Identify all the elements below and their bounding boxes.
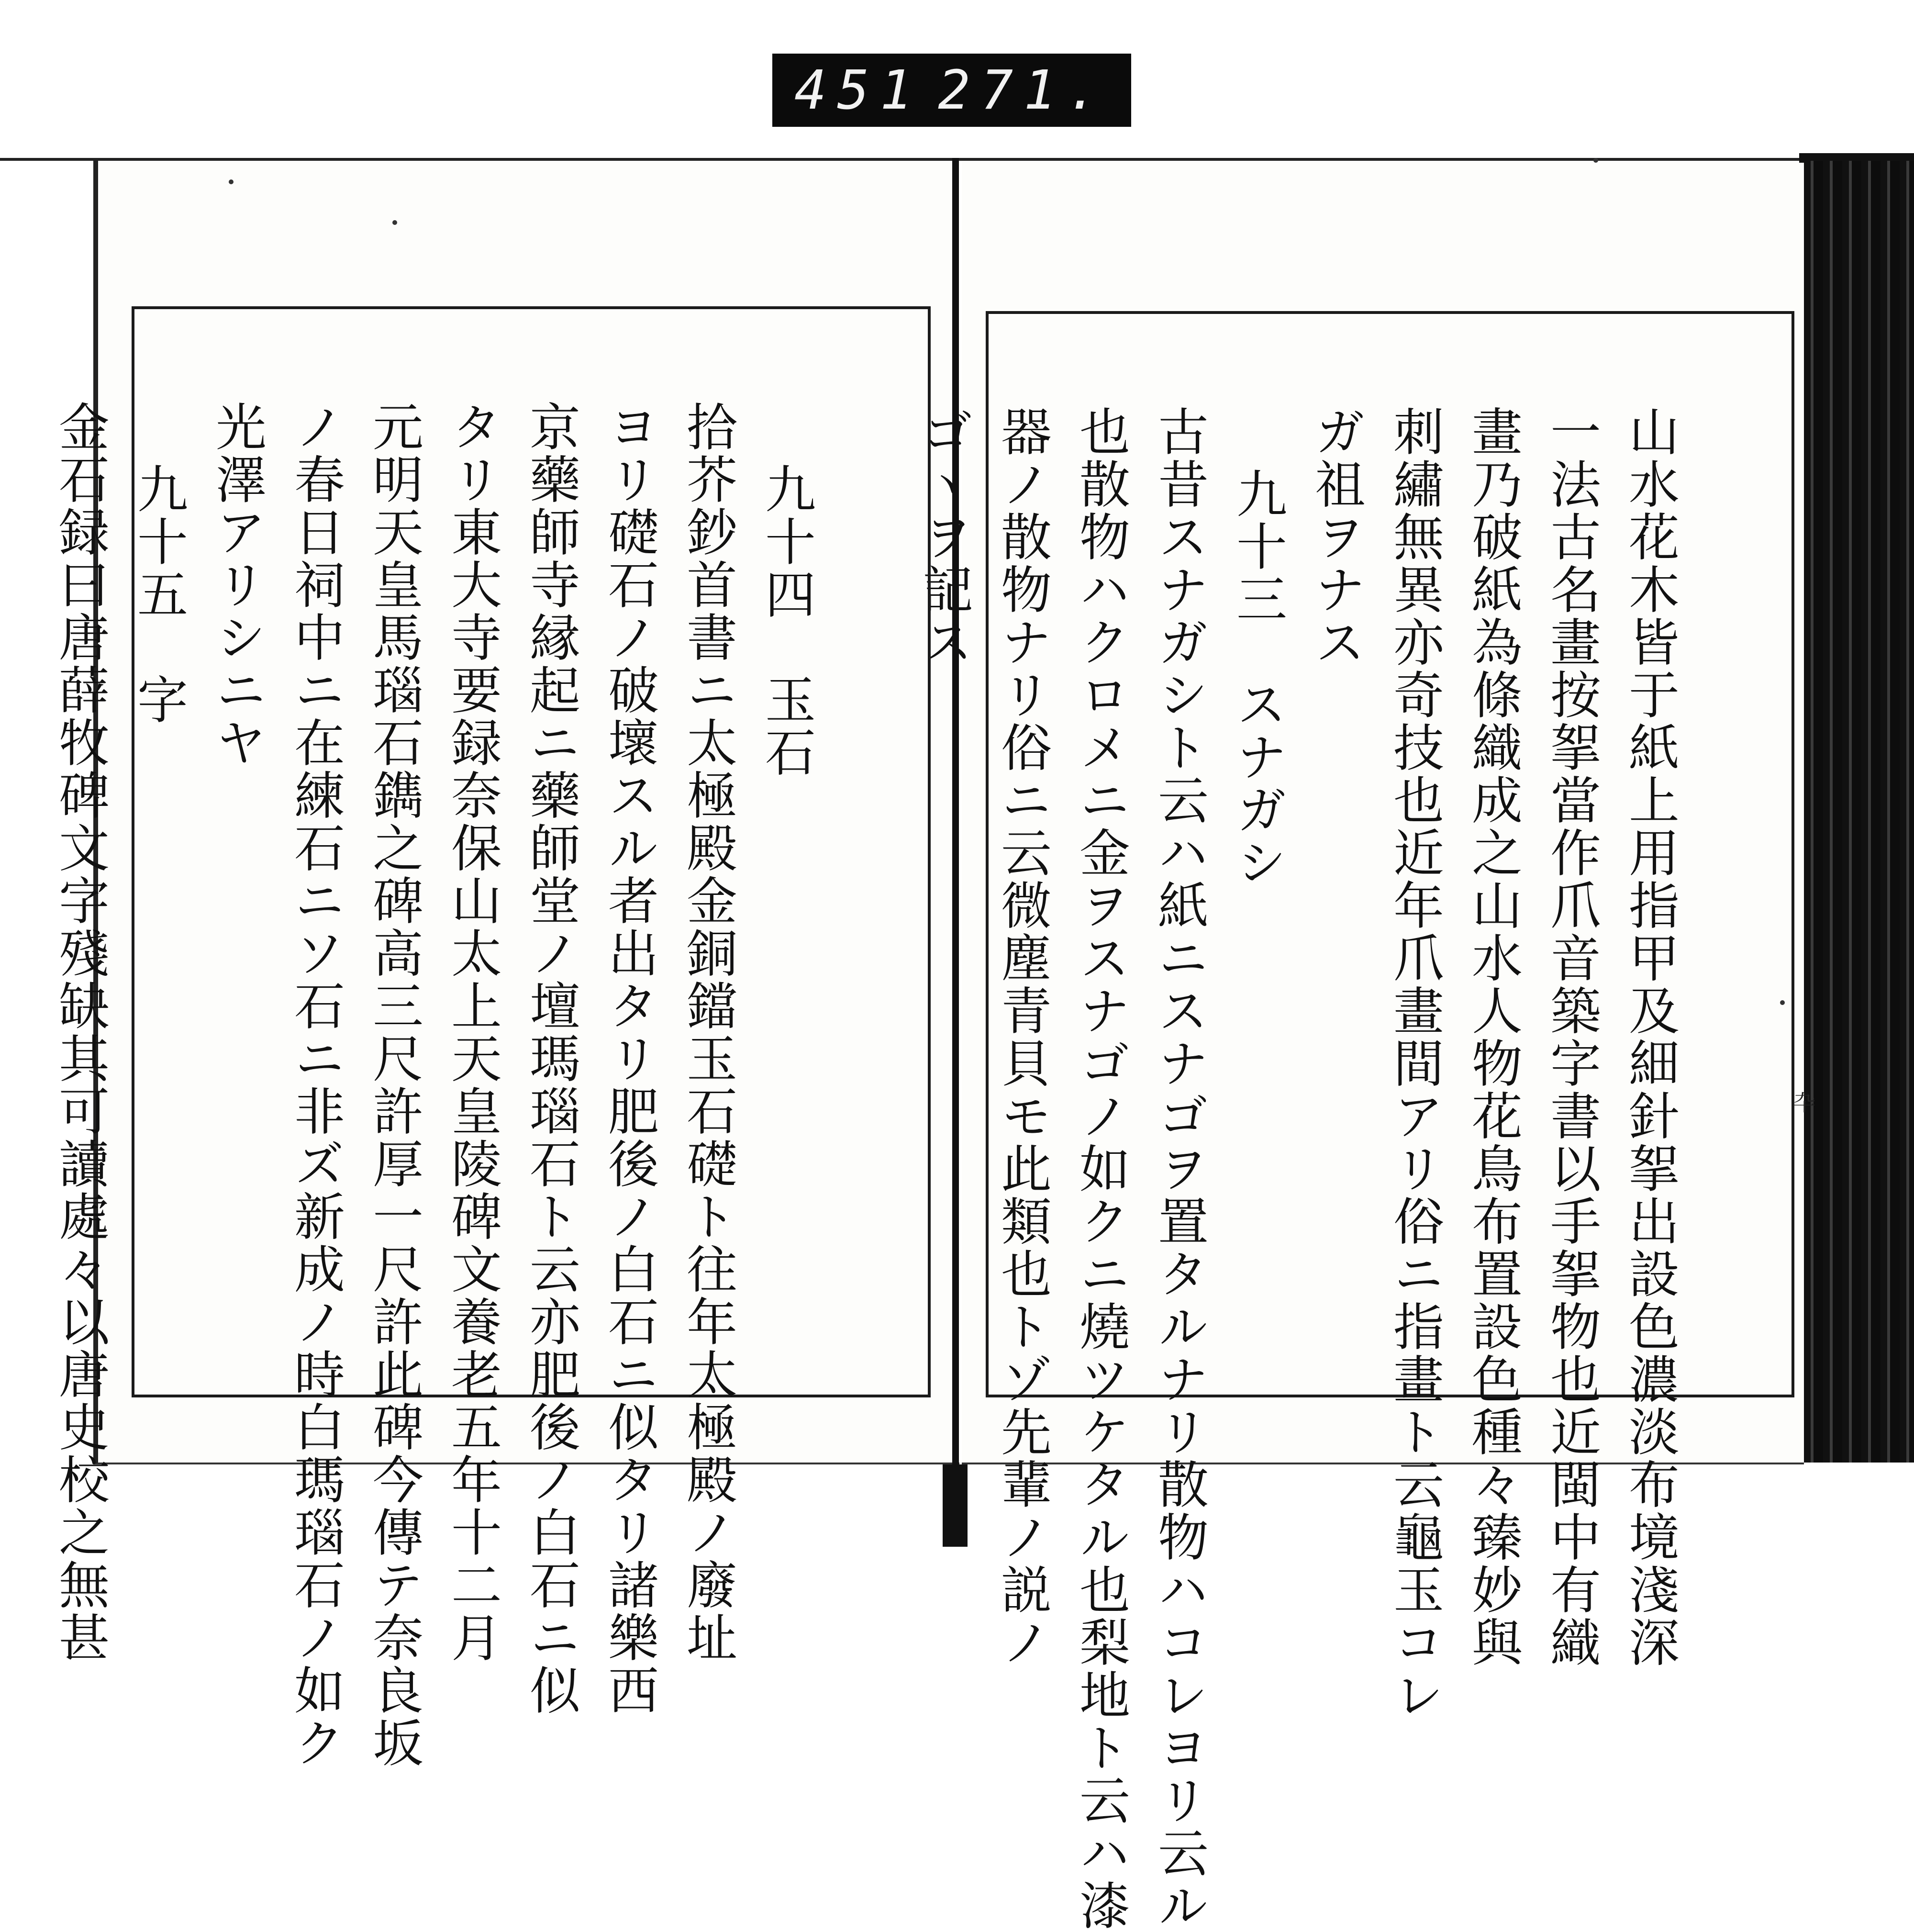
text-column: 拾芥鈔首書ニ太極殿金銅鐺玉石礎ト往年太極殿ノ廢址: [679, 400, 737, 1664]
text-column: 一法古名畫按挐當作爪音築字書以手挐物也近閩中有織: [1542, 405, 1601, 1669]
scan-speck: [392, 220, 397, 225]
section-heading: 九十五 字: [129, 462, 188, 726]
archive-label-right: 271.: [938, 59, 1109, 122]
text-column: 也散物ハクロメニ金ヲスナゴノ如クニ燒ツケタル也梨地ト云ハ漆: [1071, 405, 1130, 1932]
scan-speck: [1780, 1000, 1785, 1005]
text-column: 光澤アリシニヤ: [208, 400, 267, 769]
text-column: 器ノ散物ナリ俗ニ云微塵青貝モ此類也トゾ先輩ノ説ノ: [993, 405, 1052, 1669]
text-column: タリ東大寺要録奈保山太上天皇陵碑文養老五年十二月: [443, 400, 502, 1664]
text-column: 畫乃破紙為條織成之山水人物花鳥布置設色種々臻妙與: [1464, 405, 1523, 1669]
text-column: 京藥師寺縁起ニ藥師堂ノ壇瑪瑙石ト云亦肥後ノ白石ニ似: [522, 400, 580, 1717]
section-heading: 九十三 スナガシ: [1228, 467, 1287, 889]
text-column: ガ祖ヲナス: [1307, 405, 1366, 669]
text-column: ヨリ礎石ノ破壞スル者出タリ肥後ノ白石ニ似タリ諸樂西: [600, 400, 659, 1717]
left-text-frame: [51, 306, 931, 1769]
book-page-edges: [1804, 161, 1914, 1463]
right-text-frame: [914, 311, 1794, 1932]
book-spine-bottom: [943, 1464, 968, 1547]
archive-label: [772, 54, 1131, 127]
text-column: ノ春日祠中ニ在練石ニソ石ニ非ズ新成ノ時白瑪瑙石ノ如ク: [286, 400, 345, 1769]
folio-number: 卆: [1790, 1091, 1816, 1113]
text-column: 刺繡無異亦奇技也近年爪畫間アリ俗ニ指畫ト云龜玉コレ: [1385, 405, 1444, 1721]
text-column: ゴヽヲ記ス: [914, 405, 973, 669]
right-text-block: [914, 333, 1768, 1932]
scan-speck: [1593, 158, 1598, 163]
text-column: 元明天皇馬瑙石鐫之碑高三尺許厚一尺許此碑今傳テ奈良坂: [365, 400, 423, 1769]
section-heading: 九十四 玉石: [757, 462, 816, 779]
text-column: 古昔スナガシト云ハ紙ニスナゴヲ置タルナリ散物ハコレヨリ云ル: [1150, 405, 1209, 1932]
left-text-block: [51, 328, 904, 1769]
text-column: 金石録曰唐薛牧碑文字殘缺其可讀處々以唐史校之無甚: [51, 400, 110, 1664]
scan-speck: [229, 179, 234, 184]
archive-label-left: 451: [794, 59, 923, 122]
text-column: 山水花木皆于紙上用指甲及細針挐出設色濃淡布境淺深: [1621, 405, 1680, 1669]
